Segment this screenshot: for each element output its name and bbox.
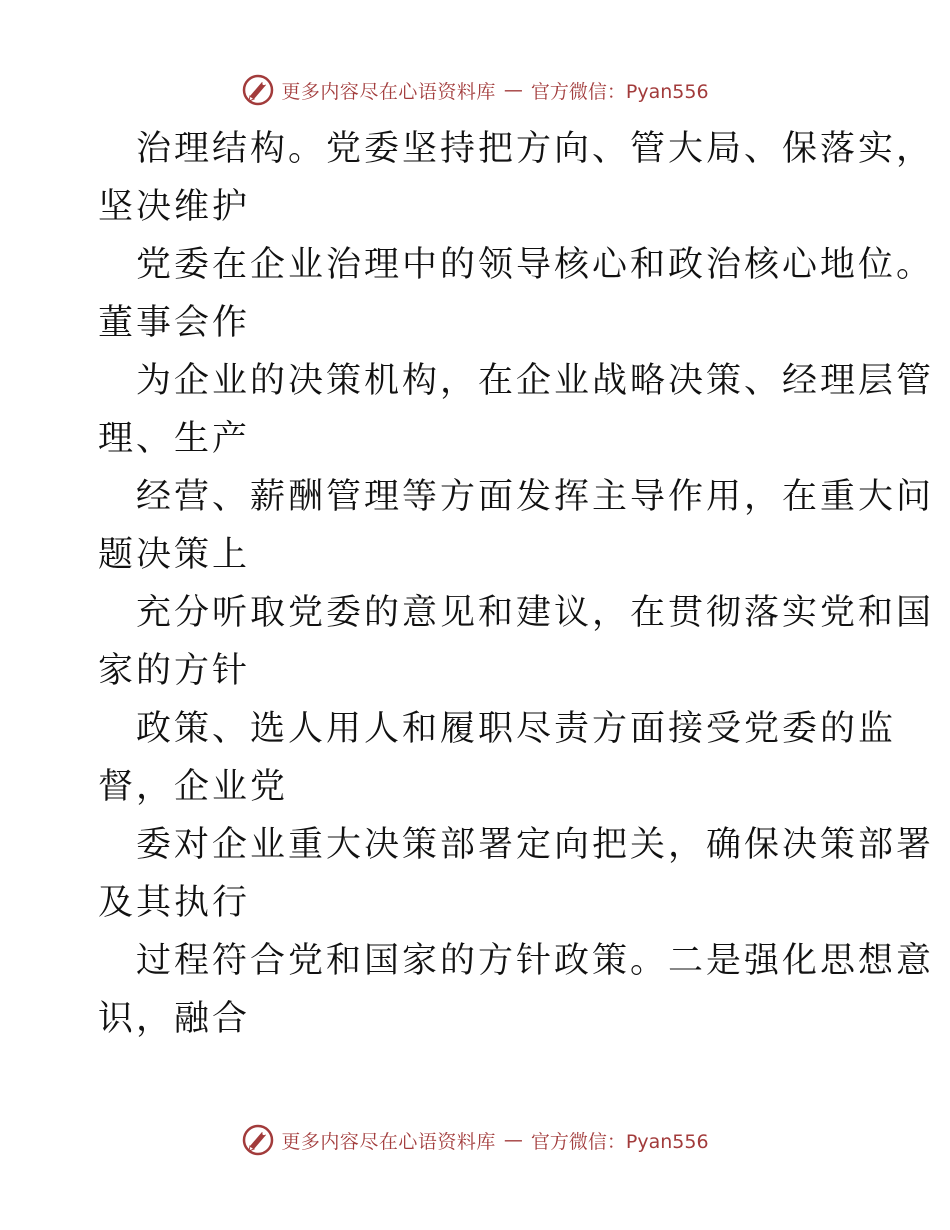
banner-title: 更多内容尽在心语资料库 (281, 1130, 496, 1153)
text-line: 督，企业党 (98, 767, 289, 807)
footer-banner (0, 1120, 950, 1160)
text-line: 理、生产 (98, 419, 251, 459)
text-line: 委对企业重大决策部署定向把关，确保决策部署 (136, 825, 935, 865)
banner-content (241, 1123, 708, 1157)
document-body (98, 120, 935, 1048)
banner-contact: 官方微信：Pyan556 (530, 80, 709, 103)
text-line: 题决策上 (98, 535, 251, 575)
text-line: 家的方针 (98, 651, 251, 691)
library-logo-icon (241, 73, 275, 107)
text-line: 为企业的决策机构，在企业战略决策、经理层管 (136, 361, 935, 401)
text-line: 识，融合 (98, 999, 251, 1039)
banner-content (241, 73, 708, 107)
text-line: 及其执行 (98, 883, 251, 923)
banner-contact: 官方微信：Pyan556 (530, 1130, 709, 1153)
header-banner (0, 70, 950, 110)
text-line: 党委在企业治理中的领导核心和政治核心地位。 (136, 245, 935, 285)
text-line: 经营、薪酬管理等方面发挥主导作用，在重大问 (136, 477, 935, 517)
text-line: 治理结构。党委坚持把方向、管大局、保落实， (136, 129, 935, 169)
text-line: 坚决维护 (98, 187, 251, 227)
text-line: 董事会作 (98, 303, 251, 343)
text-line: 充分听取党委的意见和建议，在贯彻落实党和国 (136, 593, 935, 633)
text-line: 过程符合党和国家的方针政策。二是强化思想意 (136, 941, 935, 981)
banner-separator: — (503, 79, 523, 101)
library-logo-icon (241, 1123, 275, 1157)
banner-title: 更多内容尽在心语资料库 (281, 80, 496, 103)
text-line: 政策、选人用人和履职尽责方面接受党委的监 (136, 709, 897, 749)
banner-separator: — (503, 1129, 523, 1151)
